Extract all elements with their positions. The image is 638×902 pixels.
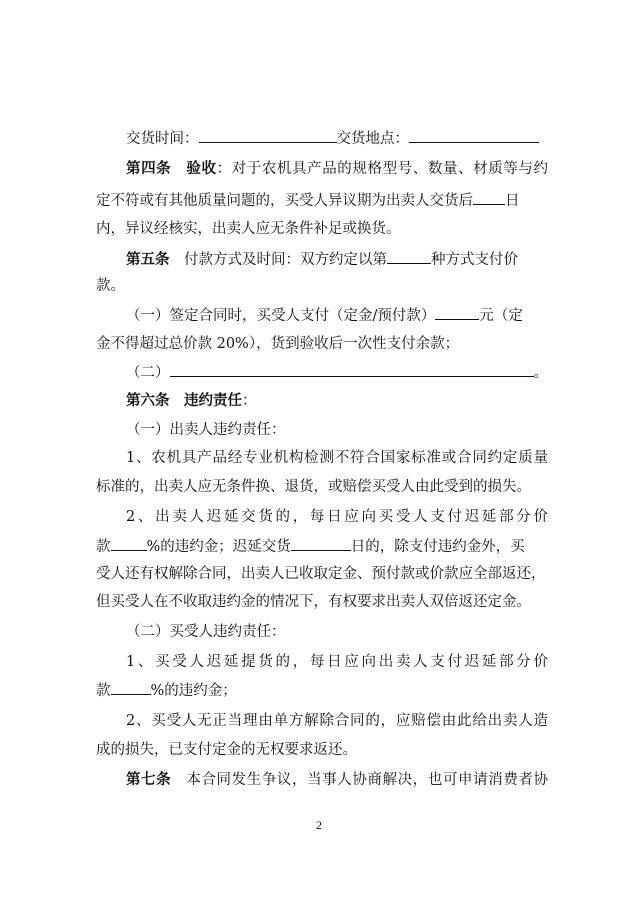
buyer-item-1-line-2: 款 %的违约金； xyxy=(96,680,548,701)
page-number: 2 xyxy=(316,818,322,832)
seller-item-2-line-2: 款 %的违约金；迟延交货 日的，除支付违约金外，买 xyxy=(96,536,548,557)
seller-item-2-line-3: 受人还有权解除合同，出卖人已收取定金、预付款或价款应全部返还， xyxy=(96,566,546,582)
article-5-line-2: 款。 xyxy=(96,278,125,294)
seller-penalty-rate-blank xyxy=(111,536,147,551)
article-6-heading: 第六条 违约责任： xyxy=(126,392,257,409)
payment-clause-1-line-2: 金不得超过总价款 20%），货到验收后一次性支付余款； xyxy=(96,336,460,352)
article-4-line-2: 定不符或有其他质量问题的，买受人异议期为出卖人交货后 日 xyxy=(96,190,548,211)
article-4-line-3: 内，异议经核实，出卖人应无条件补足或换货。 xyxy=(96,221,401,237)
buyer-item-2-line-1: 2、买受人无正当理由单方解除合同的，应赔偿由此给出卖人造 xyxy=(126,713,548,729)
article-7-title: 第七条 xyxy=(126,771,172,788)
article-7-line-1: 第七条 本合同发生争议，当事人协商解决，也可申请消费者协 xyxy=(126,771,549,788)
seller-item-2-line-4: 但买受人在不收取违约金的情况下，有权要求出卖人双倍返还定金。 xyxy=(96,594,531,610)
article-6-title: 第六条 违约责任 xyxy=(126,392,242,409)
article-5-title: 第五条 xyxy=(126,251,170,268)
delivery-time-blank xyxy=(199,128,337,143)
article-5-line-1: 第五条 付款方式及时间：双方约定以第 种方式支付价 xyxy=(126,251,518,268)
buyer-liability-heading: （二）买受人违约责任： xyxy=(126,624,286,640)
article-4-line-1: 第四条 验收：对于农机具产品的规格型号、数量、材质等与约 xyxy=(126,160,549,177)
seller-item-1-line-1: 1、农机具产品经专业机构检测不符合国家标准或合同约定质量 xyxy=(126,450,548,466)
buyer-item-2-line-2: 成的损失，已支付定金的无权要求返还。 xyxy=(96,742,357,758)
delivery-line: 交货时间： 交货地点： xyxy=(126,128,548,149)
payment-clause-2: （二） 。 xyxy=(126,362,548,383)
seller-item-2-line-1: 2、出卖人迟延交货的，每日应向买受人支付迟延部分价 xyxy=(126,509,548,525)
seller-liability-heading: （一）出卖人违约责任： xyxy=(126,422,286,438)
other-payment-blank xyxy=(170,362,534,377)
payment-method-blank xyxy=(387,249,431,264)
objection-days-blank xyxy=(473,190,505,205)
buyer-penalty-rate-blank xyxy=(111,680,151,695)
deposit-amount-blank xyxy=(435,305,479,320)
seller-item-1-line-2: 标准的，出卖人应无条件换、退货，或赔偿买受人由此受到的损失。 xyxy=(96,479,531,495)
article-4-title: 第四条 验收 xyxy=(126,160,217,177)
buyer-item-1-line-1: 1、买受人迟延提货的，每日应向出卖人支付迟延部分价 xyxy=(126,654,548,670)
payment-clause-1-line-1: （一）签定合同时，买受人支付（定金/预付款） 元（定 xyxy=(126,305,548,326)
seller-delay-days-blank xyxy=(291,536,351,551)
delivery-place-blank xyxy=(409,128,539,143)
